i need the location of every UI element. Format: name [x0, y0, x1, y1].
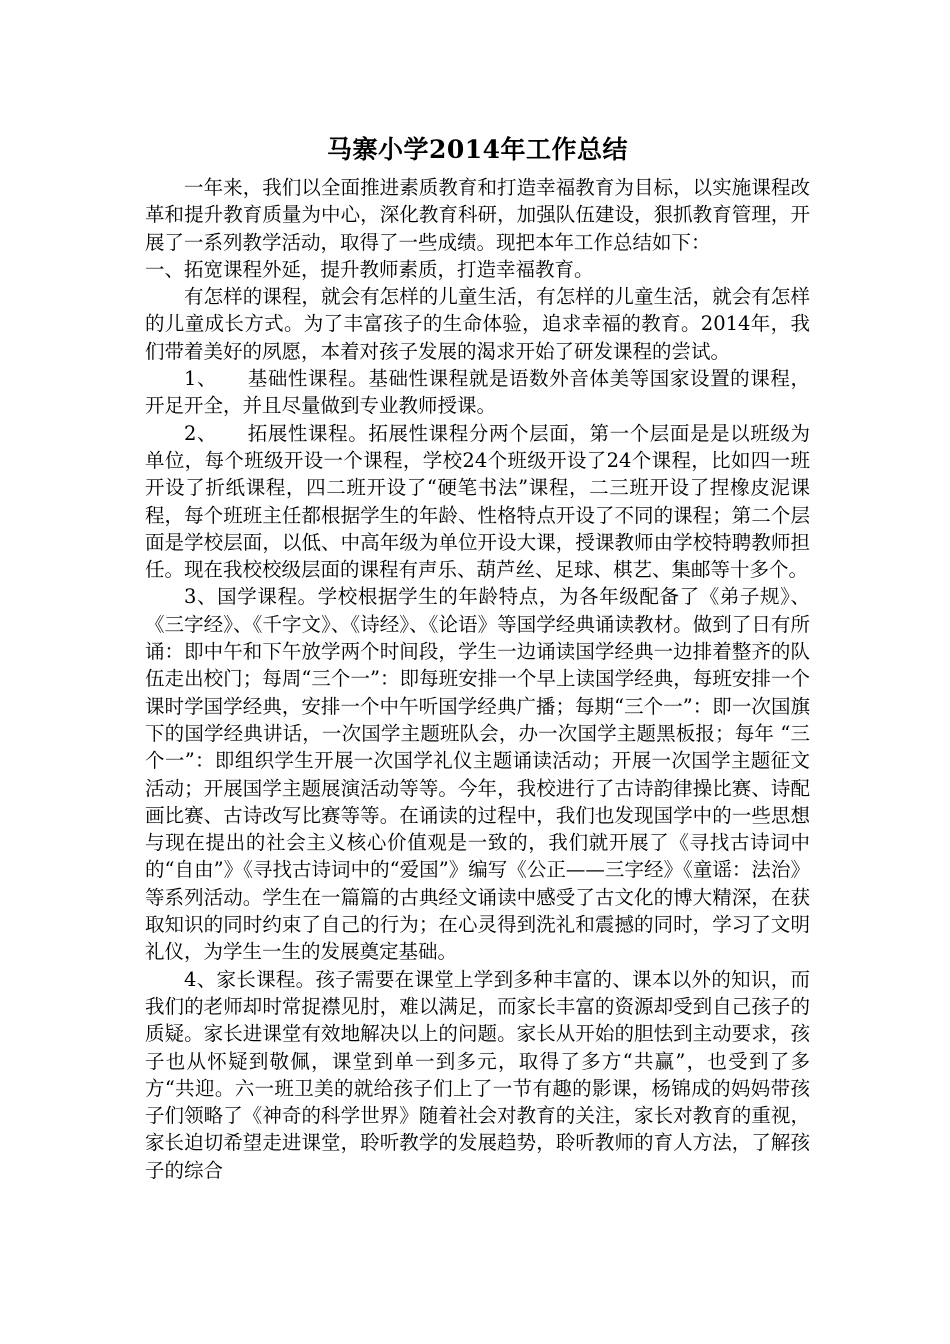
- item4-paragraph: 4、家长课程。孩子需要在课堂上学到多种丰富的、课本以外的知识，而我们的老师却时常捉襟见肘，难以满足，而家长丰富的资源却受到自己孩子的质疑。家长进课堂有效地解决以上的问题。家长从开始的胆怯到主动要求，孩子也从怀疑到敬佩，课堂到单一到多元，取得了多方“共赢”，也受到了多方“共迎。六一班卫美的就给孩子们上了一节有趣的影课，杨锦成的妈妈带孩子们领略了《神奇的科学世界》随着社会对教育的关注，家长对教育的重视，家长迫切希望走进课堂，聆听教学的发展趋势，聆听教师的育人方法，了解孩子的综合: [145, 967, 810, 1182]
- item1-paragraph: [145, 365, 810, 420]
- item2-paragraph: [145, 420, 810, 584]
- item3-paragraph: 3、国学课程。学校根据学生的年龄特点，为各年级配备了《弟子规》、《三字经》、《千字文》、《诗经》、《论语》等国学经典诵读教材。做到了日有所诵：即中午和下午放学两个时间段，学生一边诵读国学经典一边排着整齐的队伍走出校门；每周“三个一”：即每班安排一个早上读国学经典，每班安排一个课时学国学经典，安排一个中午听国学经典广播；每期“三个一”：即一次国旗下的国学经典讲话，一次国学主题班队会，办一次国学主题黑板报；每年 “三个一”：即组织学生开展一次国学礼仪主题诵读活动；开展一次国学主题征文活动；开展国学主题展演活动等等。今年，我校进行了古诗韵律操比赛、诗配画比赛、古诗改写比赛等等。在诵读的过程中，我们也发现国学中的一些思想与现在提出的社会主义核心价值观是一致的，我们就开展了《寻找古诗词中的“自由”》《寻找古诗词中的“爱国”》编写《公正——三字经》《童谣：法治》等系列活动。学生在一篇篇的古典经文诵读中感受了古文化的博大精深，在获取知识的同时约束了自己的行为；在心灵得到洗礼和震撼的同时，学习了文明礼仪，为学生一生的发展奠定基础。: [145, 585, 810, 964]
- item2-number: 2、: [184, 421, 218, 445]
- item1-text: 基础性课程。基础性课程就是语数外音体美等国家设置的课程，开足开全，并且尽量做到专业教师授课。: [145, 367, 810, 418]
- item1-number: 1、: [184, 367, 218, 391]
- section1-paragraph: 有怎样的课程，就会有怎样的儿童生活，有怎样的儿童生活，就会有怎样的儿童成长方式。为了丰富孩子的生命体验，追求幸福的教育。2014年，我们带着美好的夙愿，本着对孩子发展的渴求开始了研发课程的尝试。: [145, 285, 810, 363]
- document-title: 马寨小学2014年工作总结: [326, 135, 629, 164]
- document-page: [145, 130, 810, 1184]
- item2-text: 拓展性课程。拓展性课程分两个层面，第一个层面是是以班级为单位，每个班级开设一个课程，学校24个班级开设了24个课程，比如四一班开设了折纸课程，四二班开设了“硬笔书法”课程，二三班开设了捏橡皮泥课程，每个班班主任都根据学生的年龄、性格特点开设了不同的课程；第二个层面是学校层面，以低、中高年级为单位开设大课，授课教师由学校特聘教师担任。现在我校校级层面的课程有声乐、葫芦丝、足球、棋艺、集邮等十多个。: [145, 421, 810, 582]
- section1-heading: 一、拓宽课程外延，提升教师素质，打造幸福教育。: [145, 257, 594, 281]
- intro-paragraph: 一年来，我们以全面推进素质教育和打造幸福教育为目标，以实施课程改革和提升教育质量为中心，深化教育科研，加强队伍建设，狠抓教育管理，开展了一系列教学活动，取得了一些成绩。现把本年工作总结如下：: [145, 176, 810, 254]
